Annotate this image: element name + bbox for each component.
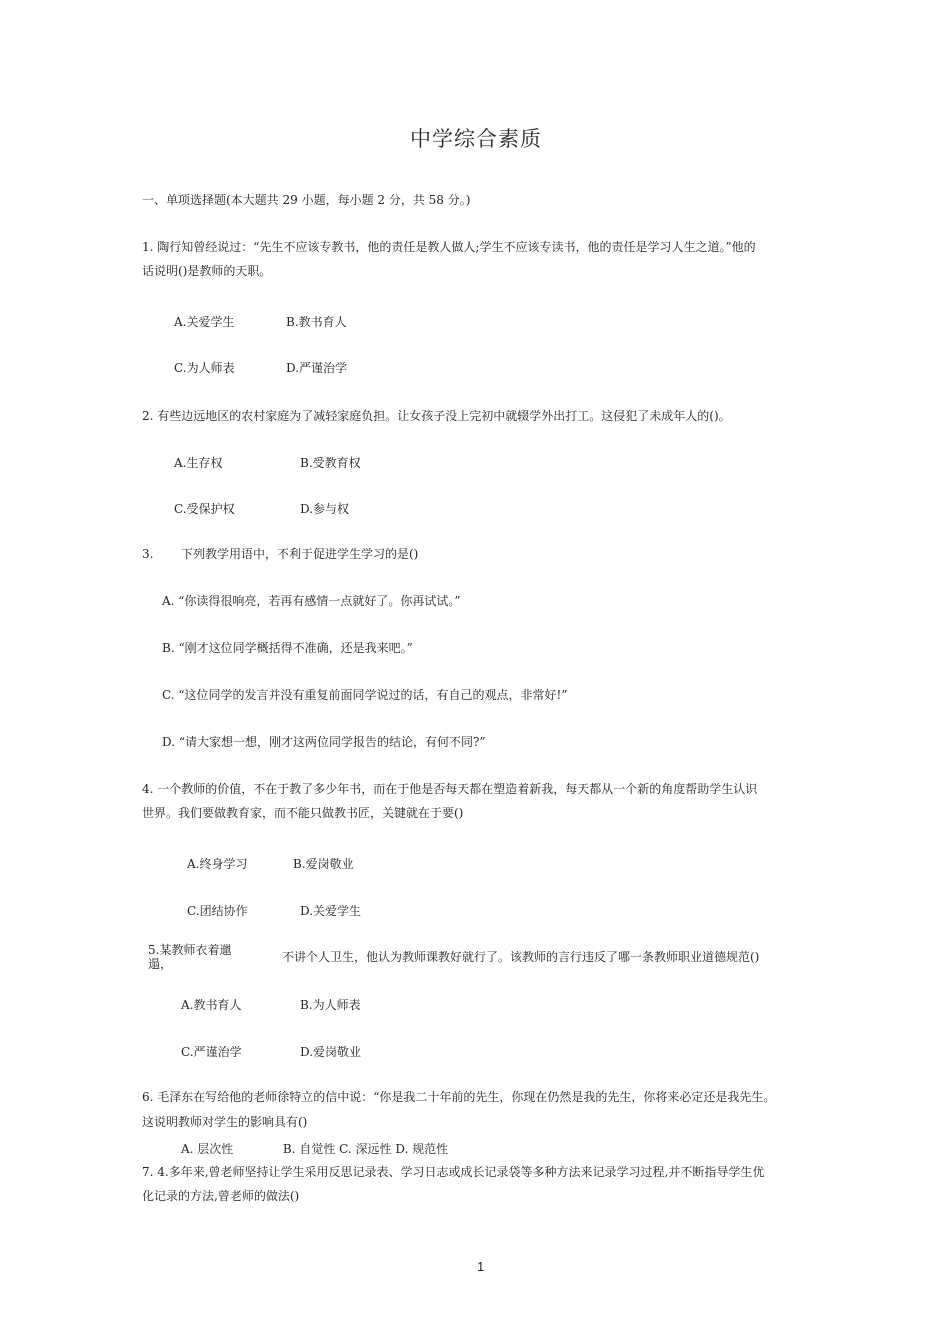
q3-option-a: A. “你读得很响亮，若再有感情一点就好了。你再试试。” — [162, 594, 461, 608]
question-7-line-1: 7. 4.多年来,曾老师坚持让学生采用反思记录表、学习日志或成长记录袋等多种方法来记录学习过程,并不断指导学生优 — [142, 1165, 765, 1179]
q3-option-b: B. “刚才这位同学概括得不准确，还是我来吧。” — [162, 641, 413, 655]
q2-option-a: A.生存权 — [174, 456, 223, 470]
q4-option-d: D.关爱学生 — [300, 904, 362, 918]
q4-option-b: B.爱岗敬业 — [293, 857, 354, 871]
q4-option-c: C.团结协作 — [187, 904, 248, 918]
question-1-line-1: 1. 陶行知曾经说过：“先生不应该专教书，他的责任是教人做人;学生不应该专读书，他的责任是学习人生之道。”他的 — [142, 240, 756, 254]
question-5-lead-2: 遢， — [148, 957, 173, 971]
question-4-line-2: 世界。我们要做教育家，而不能只做教书匠，关键就在于要() — [142, 806, 464, 820]
q2-option-d: D.参与权 — [300, 502, 350, 516]
q1-option-d: D.严谨治学 — [286, 361, 348, 375]
q5-option-c: C.严谨治学 — [181, 1045, 242, 1059]
q5-option-a: A.教书育人 — [181, 998, 242, 1012]
q3-option-d: D. “请大家想一想，刚才这两位同学报告的结论，有何不同?” — [162, 735, 486, 749]
section-heading: 一、单项选择题(本大题共 29 小题，每小题 2 分，共 58 分。) — [142, 193, 471, 207]
question-5-lead-1: 5.某教师衣着邋 — [148, 943, 232, 957]
q4-option-a: A.终身学习 — [187, 857, 248, 871]
question-7-line-2: 化记录的方法,曾老师的做法() — [142, 1189, 300, 1203]
page-number: 1 — [477, 1259, 485, 1274]
question-3: 下列教学用语中，不利于促进学生学习的是() — [181, 547, 419, 561]
q5-option-b: B.为人师表 — [300, 998, 361, 1012]
question-2: 2. 有些边远地区的农村家庭为了减轻家庭负担。让女孩子没上完初中就辍学外出打工。这侵犯了未成年人的()。 — [142, 409, 731, 423]
q1-option-b: B.教书育人 — [286, 315, 347, 329]
question-6-line-2: 这说明教师对学生的影响具有() — [142, 1115, 308, 1129]
q3-option-c: C. “这位同学的发言并没有重复前面同学说过的话，有自己的观点，非常好!” — [162, 688, 568, 702]
q1-option-c: C.为人师表 — [174, 361, 235, 375]
q2-option-b: B.受教育权 — [300, 456, 361, 470]
question-5: 不讲个人卫生，他认为教师课教好就行了。该教师的言行违反了哪一条教师职业道德规范() — [282, 950, 760, 964]
question-1-line-2: 话说明()是教师的天职。 — [142, 264, 272, 278]
question-4-line-1: 4. 一个教师的价值，不在于教了多少年书，而在于他是否每天都在塑造着新我，每天都从一个新的角度帮助学生认识 — [142, 782, 758, 796]
q1-option-a: A.关爱学生 — [174, 315, 235, 329]
q5-option-d: D.爱岗敬业 — [300, 1045, 362, 1059]
question-3-number: 3. — [142, 547, 154, 561]
question-6-line-1: 6. 毛泽东在写给他的老师徐特立的信中说：“你是我二十年前的先生，你现在仍然是我的先生，你将来必定还是我先生。 — [142, 1090, 776, 1104]
page-title: 中学综合素质 — [410, 127, 542, 151]
q2-option-c: C.受保护权 — [174, 502, 235, 516]
q6-options: A. 层次性 B. 自觉性 C. 深远性 D. 规范性 — [181, 1142, 449, 1156]
